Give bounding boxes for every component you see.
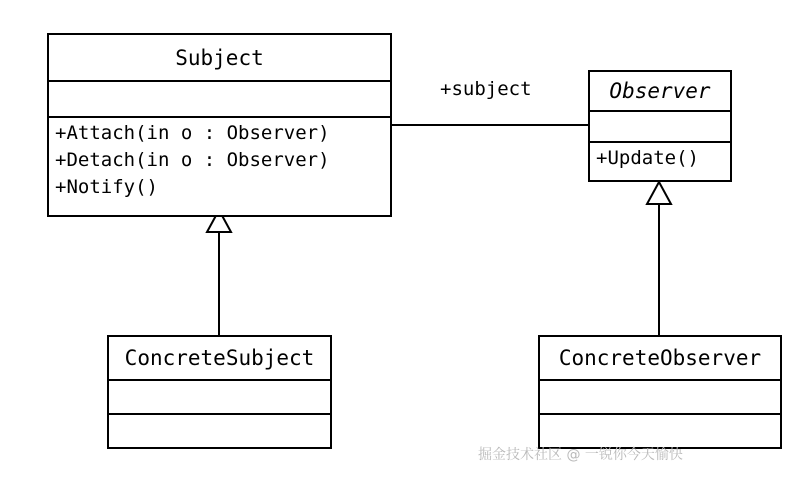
class-attributes-concrete-observer	[540, 379, 780, 413]
operation-item: +Notify()	[55, 175, 158, 198]
class-name-observer: Observer	[609, 79, 711, 103]
class-operations-observer	[590, 141, 730, 180]
edge-label-subject: +subject	[440, 78, 532, 100]
class-attributes-subject	[49, 80, 390, 116]
operation-item: +Update()	[596, 147, 699, 169]
class-name-concrete-subject: ConcreteSubject	[124, 346, 315, 370]
class-box-subject[interactable]	[47, 33, 392, 217]
class-box-concrete-observer[interactable]	[538, 335, 782, 449]
watermark: 掘金技术社区 @ 一锐你今天愉快	[478, 447, 683, 463]
class-box-concrete-subject[interactable]	[107, 335, 332, 449]
top-artifact	[392, 0, 396, 14]
class-name-concrete-observer: ConcreteObserver	[558, 346, 762, 370]
operation-item: +Attach(in o : Observer)	[55, 122, 330, 144]
class-operations-concrete-subject	[109, 413, 330, 447]
class-name-subject: Subject	[175, 45, 264, 70]
class-box-observer[interactable]	[588, 70, 732, 182]
class-operations-concrete-observer	[540, 413, 780, 447]
class-attributes-concrete-subject	[109, 379, 330, 413]
class-operations-subject	[49, 116, 390, 215]
class-attributes-observer	[590, 110, 730, 141]
generalization-arrow-concrete-observer	[647, 182, 671, 204]
operation-item: +Detach(in o : Observer)	[55, 148, 330, 171]
